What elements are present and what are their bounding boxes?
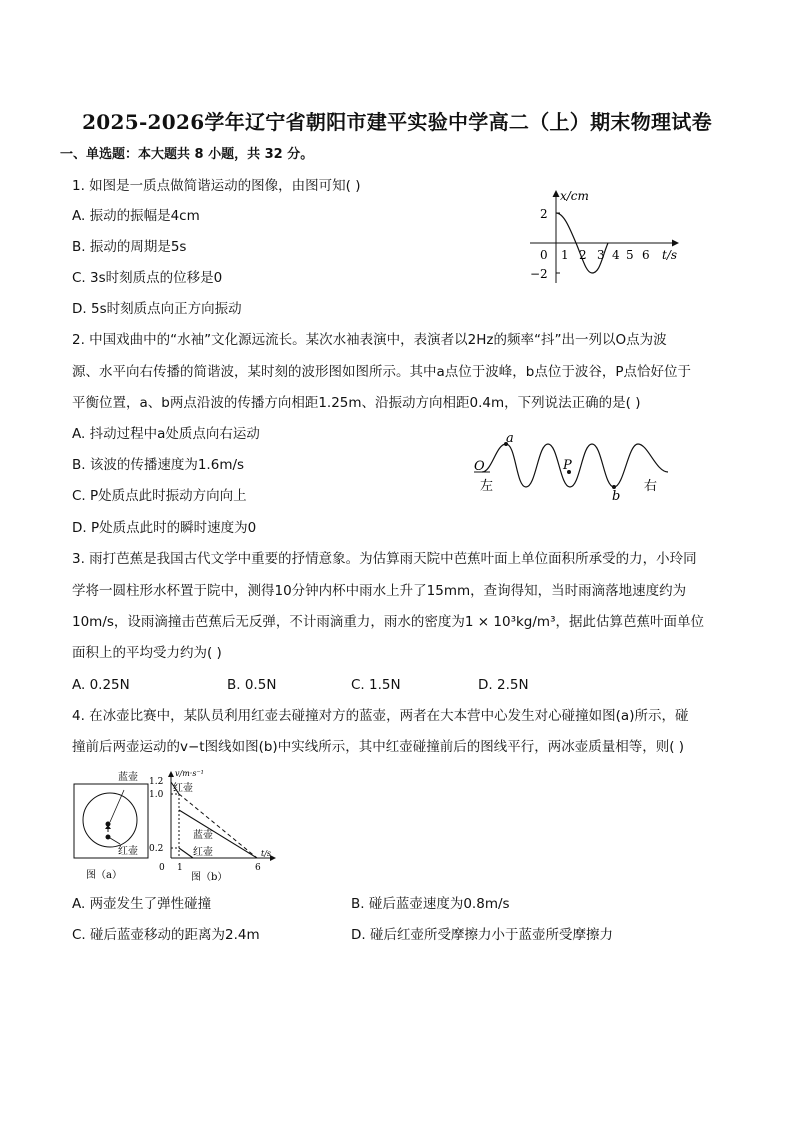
q4-b-label-red-top: 红壶 [173,783,193,794]
q4-b-red-after [179,848,193,858]
q2-wave-curve [482,444,668,487]
q3-option-d: D. 2.5N [478,677,529,693]
q4-option-b: B. 碰后蓝壶速度为0.8m/s [351,896,510,912]
q3-line-4: 面积上的平均受力约为( ) [72,645,222,661]
q3-option-c: C. 1.5N [351,677,401,693]
q1-option-d: D. 5s时刻质点向正方向振动 [72,301,242,317]
q4-figa-caption: 图（a） [86,870,122,881]
q2-line-1: 2. 中国戏曲中的“水袖”文化源远流长。某次水袖表演中，表演者以2Hz的频率“抖”出一列以O点为波 [72,332,667,348]
q2-option-c: C. P处质点此时振动方向向上 [72,488,247,504]
q4-b-label-red-bottom: 红壶 [193,847,213,858]
q1-xtick-3: 3 [597,248,605,262]
q1-ytick-neg2: −2 [530,267,548,281]
q1-xtick-6: 6 [642,248,650,262]
q1-ytick-2: 2 [540,207,548,221]
q2-label-b: b [612,489,621,502]
q2-line-2: 源、水平向右传播的简谐波，某时刻的波形图如图所示。其中a点位于波峰，b点位于波谷，P点恰好位于 [72,364,691,380]
q2-label-p: P [563,458,572,473]
q2-label-right: 右 [644,479,658,494]
q1-stem: 1. 如图是一质点做简谐运动的图像，由图可知( ) [72,178,361,194]
q3-option-a: A. 0.25N [72,677,130,693]
page-title: 2025-2026学年辽宁省朝阳市建平实验中学高二（上）期末物理试卷 [82,110,712,134]
q4-b-xtick-6: 6 [255,863,261,873]
q4-figb-caption: 图（b） [191,872,228,883]
q2-wave-figure [468,432,678,502]
q1-option-b: B. 振动的周期是5s [72,239,187,255]
q1-xtick-2: 2 [579,248,587,262]
q4-b-ytick-0-2: 0.2 [149,844,164,854]
q4-b-xtick-1: 1 [177,863,183,873]
q3-line-1: 3. 雨打芭蕉是我国古代文学中重要的抒情意象。为估算雨天院中芭蕉叶面上单位面积所承受的力，小玲同 [72,551,697,567]
q3-line-2: 学将一圆柱形水杯置于院中，测得10分钟内杯中雨水上升了15mm，查询得知，当时雨滴落地速度约为 [72,583,687,599]
q2-option-a: A. 抖动过程中a处质点向右运动 [72,426,260,442]
q4-option-a: A. 两壶发生了弹性碰撞 [72,896,212,912]
q2-label-o: O [474,459,485,474]
q1-xtick-1: 1 [561,248,569,262]
q4-b-xtick-0: 0 [159,863,165,873]
q1-option-c: C. 3s时刻质点的位移是0 [72,270,223,286]
q4-b-ytick-1-0: 1.0 [149,790,164,800]
q1-xtick-0: 0 [540,248,548,262]
q1-xt-graph [520,185,690,290]
section-heading: 一、单选题：本大题共 8 小题，共 32 分。 [60,147,314,162]
q3-option-b: B. 0.5N [227,677,277,693]
q1-xtick-5: 5 [626,248,634,262]
q3-line-3: 10m/s，设雨滴撞击芭蕉后无反弹，不计雨滴重力，雨水的密度为1 × 10³kg/m³，据此估算芭蕉叶面单位 [72,614,704,630]
q2-label-a: a [506,432,514,446]
q4-line-1: 4. 在冰壶比赛中，某队员利用红壶去碰撞对方的蓝壶，两者在大本营中心发生对心碰撞如图(a)所示，碰 [72,708,689,724]
q1-xlabel: t/s [662,248,678,262]
q4-red-stone [106,835,111,840]
q4-option-c: C. 碰后蓝壶移动的距离为2.4m [72,927,260,943]
q1-ylabel: x/cm [560,189,589,203]
q4-option-d: D. 碰后红壶所受摩擦力小于蓝壶所受摩擦力 [351,927,613,943]
q4-b-ytick-1-2: 1.2 [149,777,164,787]
q2-label-left: 左 [480,479,494,494]
q4-figa-red-label: 红壶 [118,846,138,857]
q2-option-d: D. P处质点此时的瞬时速度为0 [72,520,257,536]
q4-line-2: 撞前后两壶运动的v−t图线如图(b)中实线所示，其中红壶碰撞前后的图线平行，两冰壶质量相等，则( ) [72,739,685,755]
q1-option-a: A. 振动的振幅是4cm [72,208,200,224]
q4-b-ylabel: v/m·s⁻¹ [175,769,204,778]
q4-figure-a [72,766,152,884]
q4-b-xlabel: t/s [261,849,272,858]
q4-figure-b-vt-graph [145,766,280,884]
q4-b-label-blue: 蓝壶 [193,830,213,841]
q4-b-blue-after [179,810,257,858]
q4-b-red-dashed-extension [179,794,257,858]
q4-figa-blue-label: 蓝壶 [118,772,138,783]
q2-line-3: 平衡位置，a、b两点沿波的传播方向相距1.25m、沿振动方向相距0.4m，下列说法正确的是( ) [72,395,641,411]
q2-option-b: B. 该波的传播速度为1.6m/s [72,457,245,473]
q1-xtick-4: 4 [612,248,620,262]
